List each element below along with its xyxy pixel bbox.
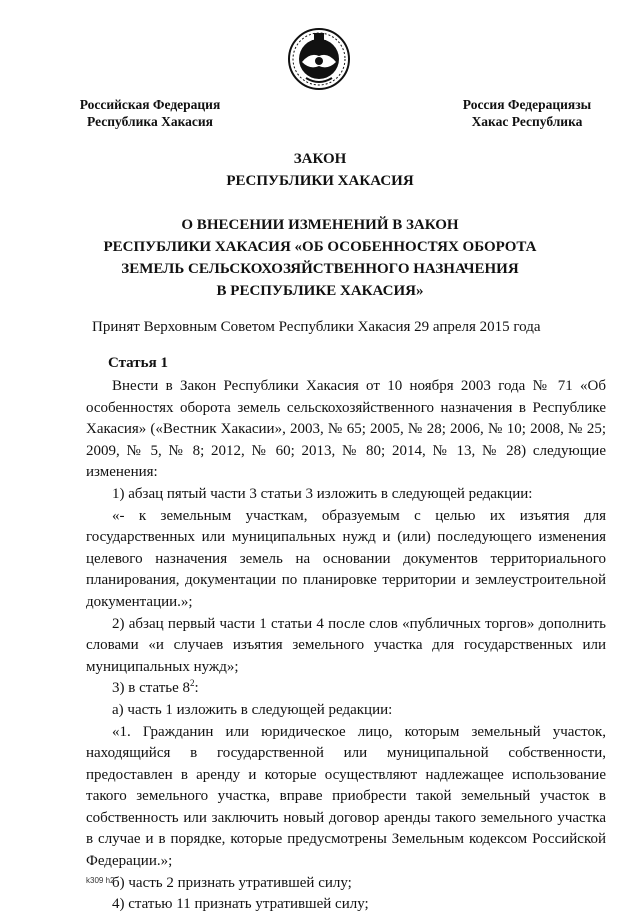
law-subtitle-line2: РЕСПУБЛИКИ ХАКАСИЯ «ОБ ОСОБЕННОСТЯХ ОБОРОТА <box>103 239 537 255</box>
paragraph-1: Внести в Закон Республики Хакасия от 10 ноября 2003 года № 71 «Об особенностях оборота земель сельскохозяйственного назначения в Республике Хакасия» («Вестник Хакасии», 2003, № 65; 2005, № 28; 2006, № 10; 2008, № 25; 2009, № 5, № 8; 2012, № 60; 2013, № 80; 2014, № 13, № 28) следующие изменения: <box>86 378 606 481</box>
header-left-line1: Российская Федерация <box>79 97 221 112</box>
header-right-line2: Хакас Республика <box>471 114 583 129</box>
law-title <box>90 148 550 192</box>
paragraph-4: 2) абзац первый части 1 статьи 4 после слов «публичных торгов» дополнить словами «и случаев изъятия земельного участка для государственных или муниципальных нужд»; <box>86 615 606 675</box>
paragraph-7: «1. Гражданин или юридическое лицо, которым земельный участок, находящийся в государственной или муниципальной собственности, предоставлен в аренду и которые осуществляют надлежащее использование такого земельного участка, вправе приобрести такой земельный участок в собственность или заключить новый договор аренды такого земельного участка в случае и в порядке, которые предусмотрены Земельным кодексом Российской Федерации.»; <box>86 723 606 870</box>
law-subtitle <box>90 214 550 302</box>
paragraph-5-suffix: : <box>194 680 199 697</box>
law-title-line1: ЗАКОН <box>293 151 347 167</box>
footer-code: k309 h2 <box>86 876 115 885</box>
paragraph-6: а) часть 1 изложить в следующей редакции: <box>112 701 393 718</box>
paragraph-3: «- к земельным участкам, образуемым с целью их изъятия для государственных или муниципальных нужд и (или) последующего изменения целевого назначения земель на основании документов территориального планирования, документации по планировке территории и землеустроительной документации.»; <box>86 507 606 610</box>
paragraph-5 <box>86 678 606 700</box>
coat-of-arms-emblem-icon <box>286 26 352 92</box>
paragraph-8: б) часть 2 признать утратившей силу; <box>112 874 352 891</box>
paragraph-9: 4) статью 11 признать утратившей силу; <box>112 896 369 913</box>
law-subtitle-line4: В РЕСПУБЛИКЕ ХАКАСИЯ» <box>216 283 424 299</box>
law-subtitle-line3: ЗЕМЕЛЬ СЕЛЬСКОХОЗЯЙСТВЕННОГО НАЗНАЧЕНИЯ <box>121 261 519 277</box>
header-left-line2: Республика Хакасия <box>87 114 213 129</box>
header-right-line1: Россия Федерациязы <box>462 97 592 112</box>
law-subtitle-line1: О ВНЕСЕНИИ ИЗМЕНЕНИЙ В ЗАКОН <box>181 217 459 233</box>
header-right <box>447 96 607 130</box>
header-left <box>70 96 230 130</box>
paragraph-5-superscript: 2 <box>190 678 195 689</box>
adoption-note: Принят Верховным Советом Республики Хакасия 29 апреля 2015 года <box>92 319 541 335</box>
article-body <box>86 376 606 916</box>
paragraph-5-text: 3) в статье 8 <box>112 680 191 697</box>
law-title-line2: РЕСПУБЛИКИ ХАКАСИЯ <box>226 173 414 189</box>
paragraph-2: 1) абзац пятый части 3 статьи 3 изложить в следующей редакции: <box>112 485 533 502</box>
article-heading: Статья 1 <box>108 355 168 371</box>
